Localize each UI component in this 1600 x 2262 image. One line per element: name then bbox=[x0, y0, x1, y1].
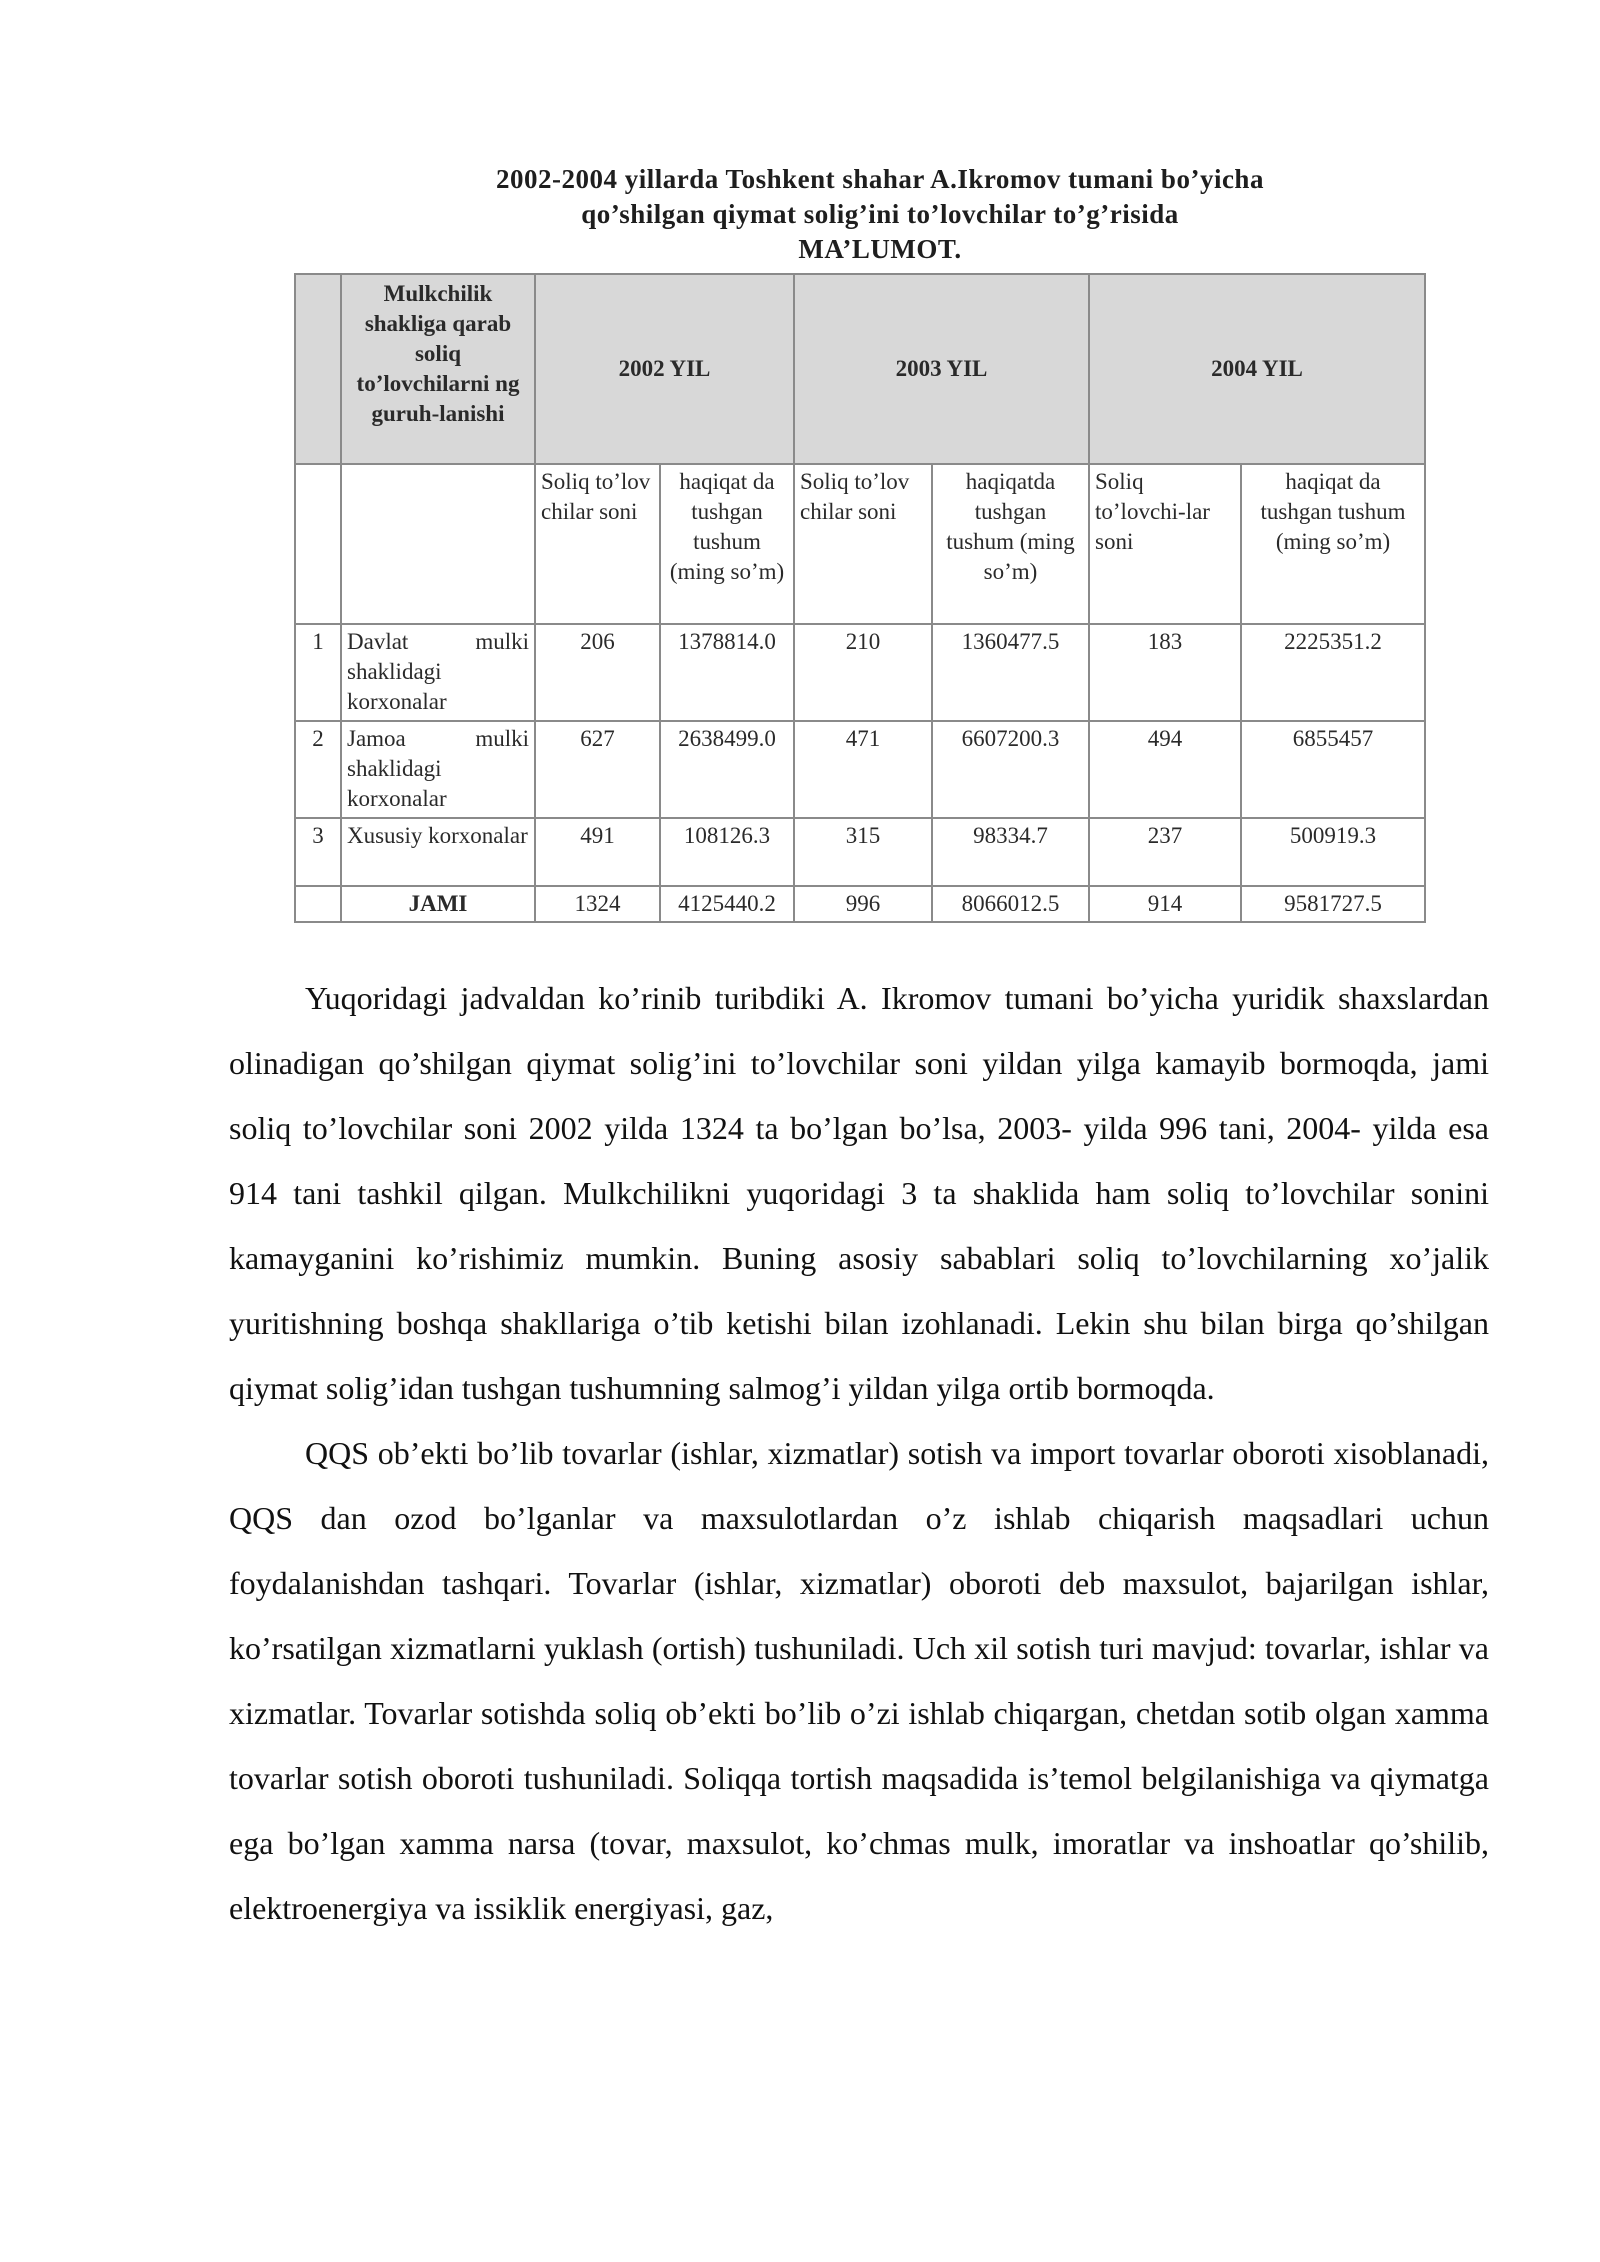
total-2003-revenue: 8066012.5 bbox=[932, 886, 1089, 922]
row-ownership-name: Davlat mulki shaklidagi korxonalar bbox=[341, 624, 535, 721]
total-2002-revenue: 4125440.2 bbox=[660, 886, 794, 922]
header-year-2002: 2002 YIL bbox=[535, 274, 794, 464]
paragraph: QQS ob’ekti bo’lib tovarlar (ishlar, xizmatlar) sotish va import tovarlar oboroti xisoblanadi, QQS dan ozod bo’lganlar va maxsulotlardan o’z ishlab chiqarish maqsadlari uchun foydalanishdan tashqari. Tovarlar (ishlar, xizmatlar) oboroti deb maxsulot, bajarilgan ishlar, ko’rsatilgan xizmatlarni yuklash (ortish) tushuniladi. Uch xil sotish turi mavjud: tovarlar, ishlar va xizmatlar. Tovarlar sotishda soliq ob’ekti bo’lib o’zi ishlab chiqargan, chetdan sotib olgan xamma tovarlar sotish oboroti tushuniladi. Soliqqa tortish maqsadida is’temol belgilanishiga va qiymatga ega bo’lgan xamma narsa (tovar, maxsulot, ko’chmas mulk, imoratlar va inshoatlar qo’shilib, elektroenergiya va issiklik energiyasi, gaz, bbox=[229, 1435, 1489, 1926]
statistics-table bbox=[294, 273, 1426, 923]
cell-2003-revenue: 1360477.5 bbox=[932, 624, 1089, 721]
table-subheader-row bbox=[295, 464, 1425, 624]
total-2004-revenue: 9581727.5 bbox=[1241, 886, 1425, 922]
cell-2002-payers: 206 bbox=[535, 624, 660, 721]
header-year-2003: 2003 YIL bbox=[794, 274, 1089, 464]
total-2004-payers: 914 bbox=[1089, 886, 1241, 922]
body-text bbox=[229, 966, 1489, 1941]
cell-2002-revenue: 108126.3 bbox=[660, 818, 794, 886]
subheader-empty-index bbox=[295, 464, 341, 624]
table-title-line-1: 2002-2004 yillarda Toshkent shahar A.Ikromov tumani bo’yicha bbox=[496, 164, 1264, 194]
total-label: JAMI bbox=[341, 886, 535, 922]
cell-2002-payers: 491 bbox=[535, 818, 660, 886]
row-ownership-name: Xususiy korxonalar bbox=[341, 818, 535, 886]
row-index: 1 bbox=[295, 624, 341, 721]
cell-2003-revenue: 6607200.3 bbox=[932, 721, 1089, 818]
paragraph: Yuqoridagi jadvaldan ko’rinib turibdiki A. Ikromov tumani bo’yicha yuridik shaxslardan olinadigan qo’shilgan qiymat solig’ini to’lovchilar soni yildan yilga kamayib bormoqda, jami soliq to’lovchilar soni 2002 yilda 1324 ta bo’lgan bo’lsa, 2003- yilda 996 tani, 2004- yilda esa 914 tani tashkil qilgan. Mulkchilikni yuqoridagi 3 ta shaklida ham soliq to’lovchilar sonini kamayganini ko’rishimiz mumkin. Buning asosiy sabablari soliq to’lovchilarning xo’jalik yuritishning boshqa shakllariga o’tib ketishi bilan izohlanadi. Lekin shu bilan birga qo’shilgan qiymat solig’idan tushgan tushumning salmog’i yildan yilga ortib bormoqda. bbox=[229, 980, 1489, 1406]
table-row bbox=[295, 818, 1425, 886]
table-title-line-2: qo’shilgan qiymat solig’ini to’lovchilar to’g’risida bbox=[581, 199, 1179, 229]
table-total-row bbox=[295, 886, 1425, 922]
cell-2004-revenue: 6855457 bbox=[1241, 721, 1425, 818]
subheader-empty-name bbox=[341, 464, 535, 624]
cell-2004-revenue: 2225351.2 bbox=[1241, 624, 1425, 721]
cell-2004-payers: 237 bbox=[1089, 818, 1241, 886]
subheader-2003-revenue: haqiqatda tushgan tushum (ming so’m) bbox=[932, 464, 1089, 624]
header-ownership-group: Mulkchilik shakliga qarab soliq to’lovchilarni ng guruh-lanishi bbox=[341, 274, 535, 464]
header-corner-cell bbox=[295, 274, 341, 464]
cell-2004-payers: 183 bbox=[1089, 624, 1241, 721]
cell-2003-payers: 315 bbox=[794, 818, 932, 886]
cell-2003-payers: 471 bbox=[794, 721, 932, 818]
subheader-2004-payers: Soliq to’lovchi-lar soni bbox=[1089, 464, 1241, 624]
row-index: 3 bbox=[295, 818, 341, 886]
cell-2003-revenue: 98334.7 bbox=[932, 818, 1089, 886]
row-index: 2 bbox=[295, 721, 341, 818]
header-year-2004: 2004 YIL bbox=[1089, 274, 1425, 464]
table-header-row bbox=[295, 274, 1425, 464]
cell-2002-payers: 627 bbox=[535, 721, 660, 818]
subheader-2002-revenue: haqiqat da tushgan tushum (ming so’m) bbox=[660, 464, 794, 624]
table-row bbox=[295, 624, 1425, 721]
cell-2002-revenue: 2638499.0 bbox=[660, 721, 794, 818]
cell-2002-revenue: 1378814.0 bbox=[660, 624, 794, 721]
subheader-2002-payers: Soliq to’lov chilar soni bbox=[535, 464, 660, 624]
total-2003-payers: 996 bbox=[794, 886, 932, 922]
table-title bbox=[300, 162, 1460, 267]
subheader-2003-payers: Soliq to’lov chilar soni bbox=[794, 464, 932, 624]
cell-2004-revenue: 500919.3 bbox=[1241, 818, 1425, 886]
row-ownership-name: Jamoa mulki shaklidagi korxonalar bbox=[341, 721, 535, 818]
table-title-line-3: MA’LUMOT. bbox=[798, 234, 962, 264]
subheader-2004-revenue: haqiqat da tushgan tushum (ming so’m) bbox=[1241, 464, 1425, 624]
table-row bbox=[295, 721, 1425, 818]
cell-2003-payers: 210 bbox=[794, 624, 932, 721]
total-index-empty bbox=[295, 886, 341, 922]
total-2002-payers: 1324 bbox=[535, 886, 660, 922]
cell-2004-payers: 494 bbox=[1089, 721, 1241, 818]
